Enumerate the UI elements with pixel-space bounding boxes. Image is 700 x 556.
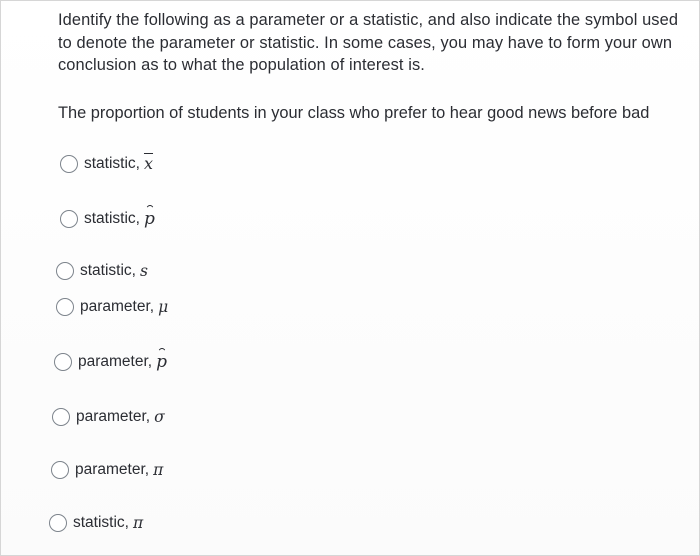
radio-button[interactable]: [56, 262, 74, 280]
radio-button[interactable]: [49, 514, 67, 532]
choice-parameter-pi[interactable]: [51, 461, 163, 479]
choice-statistic-phat[interactable]: [60, 209, 155, 229]
radio-button[interactable]: [51, 461, 69, 479]
question-prompt: The proportion of students in your class who prefer to hear good news before bad: [58, 104, 650, 122]
choice-symbol-pi: π: [153, 461, 164, 479]
radio-button[interactable]: [54, 353, 72, 371]
choice-parameter-mu[interactable]: [56, 298, 168, 316]
choice-statistic-s[interactable]: [56, 262, 148, 280]
radio-button[interactable]: [56, 298, 74, 316]
choice-label: statistic,: [84, 210, 140, 227]
choice-symbol-s: s: [139, 262, 148, 280]
choice-label: parameter,: [78, 353, 153, 370]
choice-symbol-p-hat: p: [143, 209, 155, 229]
choice-label: statistic,: [84, 154, 140, 172]
question-text: Identify the following as a parameter or a statistic, and also indicate the symbol used to denote the parameter or statistic. In some cases, you may have to form your own conclusion as to what the population of interest is.: [58, 11, 679, 74]
choice-symbol-sigma: σ: [154, 408, 165, 426]
choice-parameter-phat[interactable]: [54, 352, 167, 372]
choice-label: parameter,: [75, 461, 150, 478]
choice-symbol-x-bar: $\overline{x}$: [143, 154, 154, 173]
choice-symbol-mu: μ: [158, 298, 169, 316]
choice-statistic-pi[interactable]: [49, 514, 143, 532]
radio-button[interactable]: [52, 408, 70, 426]
radio-button[interactable]: [60, 210, 78, 228]
choice-statistic-xbar[interactable]: [60, 154, 153, 173]
choice-label: parameter,: [76, 408, 151, 425]
choice-symbol-p-hat: p: [156, 352, 167, 372]
radio-button[interactable]: [60, 155, 78, 173]
choice-label: parameter,: [80, 298, 155, 315]
choice-label: statistic,: [73, 514, 129, 531]
choice-label: statistic,: [80, 262, 136, 279]
choice-parameter-sigma[interactable]: [52, 408, 165, 426]
choice-symbol-pi: π: [132, 514, 144, 532]
